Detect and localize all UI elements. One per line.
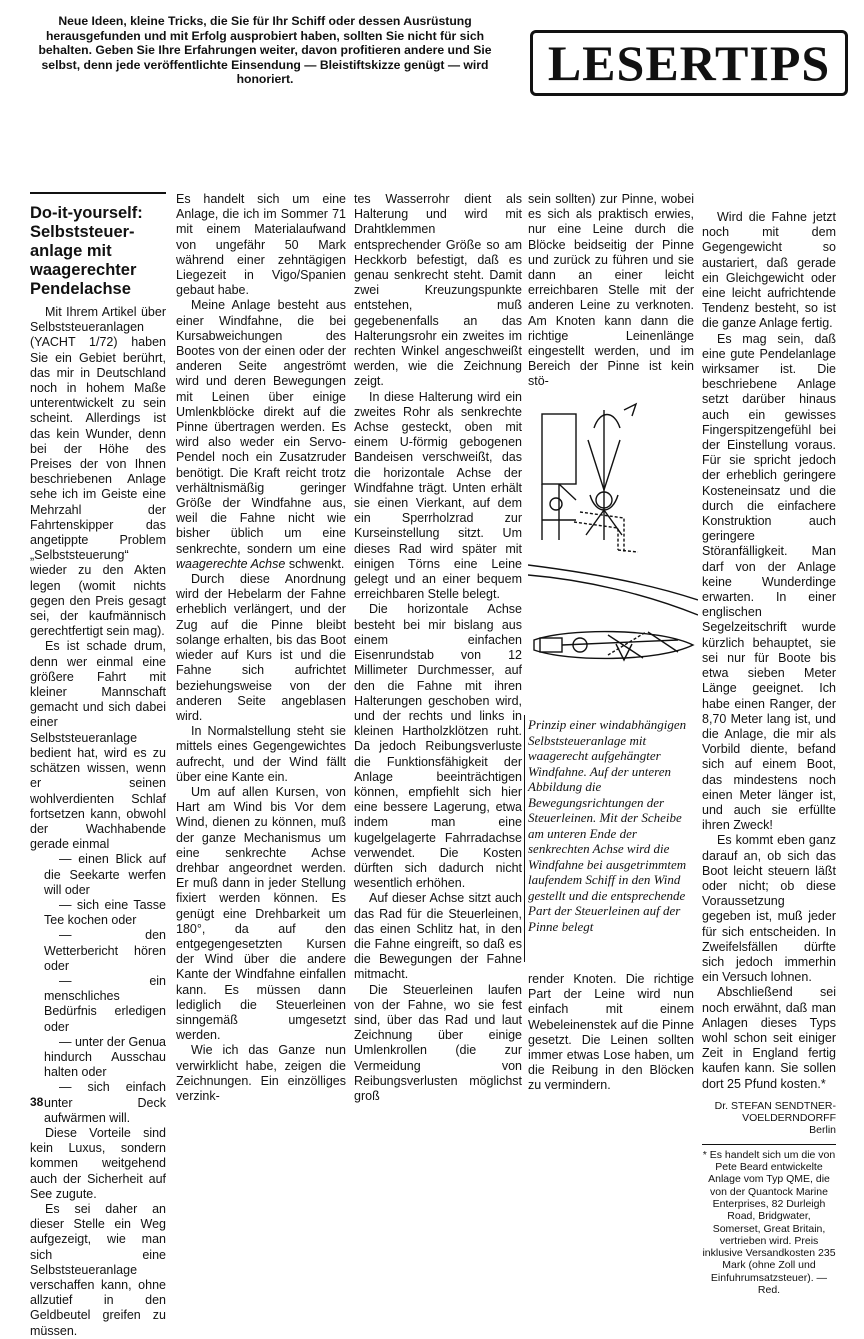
author-city: Berlin — [809, 1123, 836, 1136]
self-steering-diagram — [528, 400, 698, 715]
paragraph: Wird die Fahne jetzt noch mit dem Gegengewicht so austariert, daß gerade ein Gleichgewicht oder eine leicht aufrichtende Tendenz besteht, so ist die ganze Anlage fertig. — [702, 210, 836, 331]
paragraph: Es ist schade drum, denn wer einmal eine größere Fahrt mit kleiner Mannschaft gemacht und sich dabei einer Selbststeueranlage bedient hat, wird es zu schätzen wissen, wenn er seinen wohlverdienten Schlaf fortsetzen kann, obwohl der Wachhabende gerade einmal — [30, 639, 166, 852]
paragraph-text: schwenkt. — [288, 556, 345, 571]
author-name-line-1: Dr. STEFAN SENDTNER- — [714, 1099, 836, 1112]
paragraph: Es mag sein, daß eine gute Pendelanlage wirksamer ist. Die beschriebene Anlage setzt darüber hinaus auch ein gewisses Fingerspitzengefühl bei der Einstellung voraus. Für sie spricht jedoch der erheblich geringere Kosteneinsatz und die durch die einfachere Konstruktion auch geringere Störanfälligkeit. Man darf von der Anlage keine Wunderdinge erwarten. In einer englischen Segelzeitschrift wurde kürzlich behauptet, sie sei nur für Boote bis etwa sieben Meter Länge geeignet. Ich habe einen Ranger, der 8,70 Meter lang ist, und die Anlage, die mir als Vorbild diente, befand sich auf einem Boot, das mindestens noch einen Meter länger ist, und auch sie erfüllte ihren Zweck! — [702, 331, 836, 833]
list-item: — sich einfach unter Deck aufwärmen will. — [44, 1080, 166, 1125]
list-item: — sich eine Tasse Tee kochen oder — [44, 897, 166, 928]
paragraph: In Normalstellung steht sie mittels eines Gegengewichtes aufrecht, und der Wind fällt über eine Kante ein. — [176, 724, 346, 784]
figure-caption: Prinzip einer windabhängigen Selbststeueranlage mit waagerecht aufgehängter Windfahne. Auf der unteren Abbildung die Bewegungsrichtungen der Steuerleinen. Mit der Scheibe am unteren Ende der senkrechten Achse wird die Windfahne bei ausgetrimmtem laufendem Schiff in den Wind gestellt und die entsprechende Part der Steuerleinen auf der Pinne belegt — [528, 717, 687, 934]
paragraph — [176, 298, 346, 572]
paragraph: render Knoten. Die richtige Part der Leine wird nun einfach mit einem Webeleinenstek auf die Pinne gesetzt. Die Leinen sollten immer etwas Lose haben, um die Reibung in den Blöcken zu vermindern. — [528, 972, 694, 1093]
paragraph: sein sollten) zur Pinne, wobei es sich als praktisch erwies, nur eine Leine durch die Blöcke beidseitig der Pinne und zurück zu führen und sie dann an einer leicht erreichbaren Stelle mit der anderen Leine zu verknoten. Am Knoten kann dann die richtige Leinenlänge eingestellt werden, und im Bereich der Pinne ist kein stö- — [528, 192, 694, 389]
paragraph: Die Steuerleinen laufen von der Fahne, wo sie fest sind, über das Rad und laut Zeichnung über einige Umlenkrollen (die zur Vermeidung von Reibungsverlusten möglichst groß — [354, 982, 522, 1103]
intro-text: Neue Ideen, kleine Tricks, die Sie für Ihr Schiff oder dessen Ausrüstung herausgefunden und mit Erfolg ausprobiert haben, sollten Sie nicht für sich behalten. Geben Sie Ihre Erfahrungen weiter, davon profitieren andere und Sie selbst, denn jede veröffentlichte Einsendung — Bleistiftskizze genügt — wird honoriert. — [38, 14, 492, 86]
column-4-continued — [528, 972, 694, 1094]
column-2 — [176, 192, 346, 1104]
paragraph: Diese Vorteile sind kein Luxus, sondern kommen weitgehend auch der Sicherheit auf See zugute. — [30, 1125, 166, 1201]
diagram-lower — [534, 632, 693, 660]
footnote: * Es handelt sich um die von Pete Beard entwickelte Anlage vom Typ QME, die von der Quantock Marine Enterprises, 82 Durleigh Road, Bridgwater, Somerset, Great Britain, vertrieben wird. Preis inklusive Versandkosten 235 Mark (ohne Zoll und Einfuhrumsatzsteuer). — Red. — [702, 1144, 836, 1297]
emphasis-text: waagerechte Achse — [176, 556, 286, 571]
paragraph: In diese Halterung wird ein zweites Rohr als senkrechte Achse gesteckt, oben mit einem U-förmig gebogenen Bandeisen verschweißt, das die horizontale Achse der Windfahne trägt. Unten erhält sie einen Vierkant, auf dem ein Sperrholzrad zur Kurseinstellung sitzt. Um dieses Rad wird später mit einigen Törns eine Leine gelegt und an einer bequem erreichbaren Stelle belegt. — [354, 389, 522, 602]
list-item: — ein menschliches Bedürfnis erledigen oder — [44, 973, 166, 1034]
list-item: — unter der Genua hindurch Ausschau halten oder — [44, 1034, 167, 1080]
lesertips-logo — [530, 30, 848, 96]
paragraph: Abschließend sei noch erwähnt, daß man Anlagen dieses Typs wohl schon seit einiger Zeit in England fertig kaufen kann. Sie sollen dort 25 Pfund kosten.* — [702, 985, 836, 1091]
column-3 — [354, 192, 522, 1104]
paragraph: Es sei daher an dieser Stelle ein Weg aufgezeigt, wie man sich eine Selbststeueranlage verschaffen kann, ohne allzutief in den Geldbeutel greifen zu müssen. — [30, 1201, 166, 1338]
caption-rule — [524, 715, 525, 962]
paragraph: Um auf allen Kursen, von Hart am Wind bis Vor dem Wind, dienen zu können, muß der ganze Mechanismus um eine senkrechte Achse drehbar angeordnet werden. Er muß dann in jeder Stellung fixiert werden können. Es genügt eine Drehbarkeit um 180°, da auf den entgegengesetzten Kursen der Wind über die andere Kante der Windfahne einfallen kann. Es müssen dann lediglich die Steuerleinen sinngemäß umgesetzt werden. — [176, 784, 346, 1043]
paragraph: Durch diese Anordnung wird der Hebelarm der Fahne erheblich verlängert, und der Zug auf die Pinne bleibt solange erhalten, bis das Boot wieder auf Kurs ist und die Fahne sich aufrichtet beziehungsweise von der anderen Seite angeblasen wird. — [176, 572, 346, 723]
page-number: 38 — [30, 1095, 44, 1109]
diagram-upper — [528, 404, 698, 615]
author-signature — [702, 1100, 836, 1136]
paragraph-text: Meine Anlage besteht aus einer Windfahne, die bei Kursabweichungen des Bootes von der einen oder der anderen Seite angeströmt wird und deren Bewegungen mit Leinen über einige Umlenkblöcke direkt auf die Pinne übertragen werden. Es wird also weder ein Servo-Pendel noch ein Zusatzruder benötigt. Die Kraft reicht trotz verhältnismäßig geringer Größe der Windfahne aus, weil die Fahne nicht wie bisher üblich um eine senkrechte, sondern um eine — [176, 298, 346, 556]
list-item: — einen Blick auf die Seekarte werfen will oder — [44, 852, 166, 897]
paragraph: Es kommt eben ganz darauf an, ob sich das Boot leicht steuern läßt oder nicht; ob diese Voraussetzung gegeben ist, muß jeder für sich entscheiden. In Zweifelsfällen dürfte sich jedoch immerhin ein Versuch lohnen. — [702, 833, 836, 985]
paragraph: Auf dieser Achse sitzt auch das Rad für die Steuerleinen, das einen Schlitz hat, in den die Fahne eingreift, so daß es die Bewegungen der Fahne mitmacht. — [354, 891, 522, 982]
article-headline: Do-it-yourself: Selbststeueranlage mit waagerechter Pendelachse — [30, 192, 166, 299]
paragraph: Wie ich das Ganze nun verwirklicht habe, zeigen die Zeichnungen. Ein einzölliges verzink- — [176, 1043, 346, 1103]
paragraph: Es handelt sich um eine Anlage, die ich im Sommer 71 mit einem Materialaufwand von ungefähr 50 Mark während einer zehntägigen Liegezeit in Vigo/Spanien gebaut habe. — [176, 192, 346, 298]
logo-text: LESERTIPS — [547, 35, 831, 91]
author-name-line-2: VOELDERNDORFF — [742, 1111, 836, 1124]
paragraph: Mit Ihrem Artikel über Selbststeueranlagen (YACHT 1/72) haben Sie ein Gebiet berührt, das mir in Deutschland noch in hohem Maße unterentwickelt zu sein scheint. Allerdings ist das kein Wunder, denn bei der Höhe des Preises der von Ihnen beschriebenen Anlage sehe ich im Geiste eine Mehrzahl der Fahrtenskipper das angetippte Problem „Selbststeuerung“ wieder zu den Akten legen (womit nichts gegen den Preis gesagt sei, der kaufmännisch gerechtfertigt sein mag). — [30, 305, 166, 639]
column-4 — [528, 192, 694, 390]
list-item: — den Wetterbericht hören oder — [44, 928, 166, 973]
column-1 — [30, 192, 166, 1339]
paragraph: tes Wasserrohr dient als Halterung und wird mit Drahtklemmen entsprechender Größe so am Heckkorb befestigt, daß es genau senkrecht steht. Damit zwei Kreuzungspunkte entstehen, muß gegebenenfalls an das Halterungsrohr ein zweites im rechten Winkel angeschweißt werden, wie die Zeichnung zeigt. — [354, 192, 522, 389]
column-5 — [702, 210, 836, 1296]
paragraph: Die horizontale Achse besteht bei mir bislang aus einem einfachen Eisenrundstab von 12 Millimeter Durchmesser, auf den die Fahne mit ihren Halterungen geschoben wird, und der rechts und links in kleinen Hartholzklötzen ruht. Da jedoch Reibungsverluste die Funktionsfähigkeit der Anlage beeinträchtigen können, empfiehlt sich hier eine bessere Lagerung, etwa indem man eine kugelgelagerte Fahrradachse verwendet. Die Kosten dürften sich dadurch nicht wesentlich erhöhen. — [354, 602, 522, 891]
